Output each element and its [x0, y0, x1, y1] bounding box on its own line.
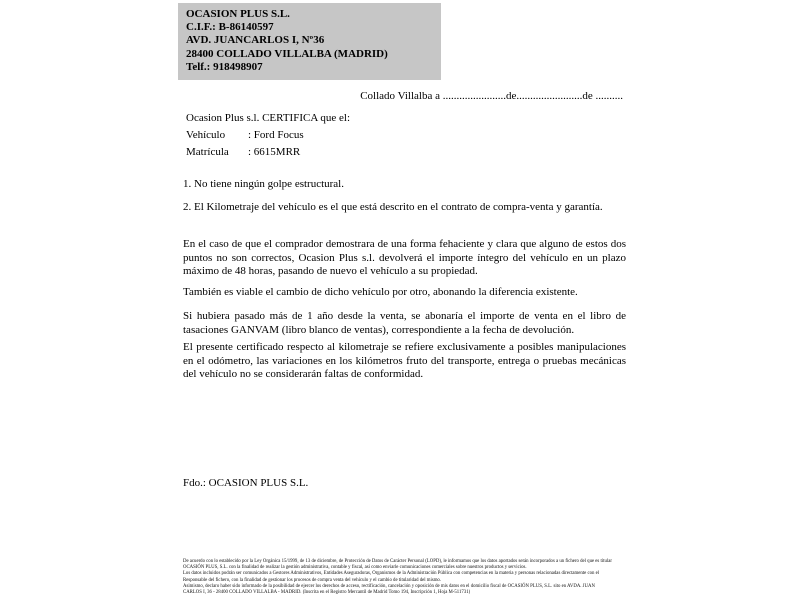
company-phone: Telf.: 918498907: [186, 60, 263, 73]
company-address: AVD. JUANCARLOS I, Nº36: [186, 34, 325, 47]
vehicle-value: : Ford Focus: [248, 129, 304, 141]
company-header: [178, 3, 441, 80]
certificate-point-1: 1. No tiene ningún golpe estructural.: [183, 178, 344, 190]
legal-footer-line-5: Asimismo, declaro haber sido informado de la posibilidad de ejercer los derechos de acceso, rectificación, cancelación y oposición de mis datos en el domicilio fiscal de OCASIÓN PLUS, S.L. sito en AVDA. JUAN: [183, 583, 595, 589]
certifica-intro: Ocasion Plus s.l. CERTIFICA que el:: [186, 112, 351, 124]
company-city: 28400 COLLADO VILLALBA (MADRID): [186, 47, 388, 60]
legal-footer-line-6: CARLOS I, 36 - 28400 COLLADO VILLALBA - MADRID. (Inscrita en el Registro Mercantil de Madrid Tomo 194, Inscripción 1, Hoja M-511731): [183, 590, 471, 596]
body-paragraph-2: También es viable el cambio de dicho vehículo por otro, abonando la diferencia existente.: [183, 286, 578, 298]
company-cif: C.I.F.: B-86140597: [186, 21, 274, 34]
legal-footer: [183, 559, 760, 596]
legal-footer-line-4: Responsable del fichero, con la finalidad de gestionar los procesos de compra venta del vehículo y el cambio de titularidad del mismo.: [183, 577, 442, 583]
plate-value: : 6615MRR: [248, 146, 301, 158]
date-line: Collado Villalba a .......................de........................de ..........: [360, 90, 623, 102]
company-name: OCASION PLUS S.L.: [186, 8, 290, 20]
legal-footer-line-3: Los datos incluidos podrán ser comunicados a Gestores Administrativos, Entidades Aseguradoras, Organismos de la Administración Pública con competencias en la materia y personas relacionadas directamente con el: [183, 571, 600, 577]
vehicle-label: Vehículo: [186, 129, 226, 141]
vehicle-row: [186, 127, 350, 144]
legal-footer-line-1: De acuerdo con lo establecido por la Ley Orgánica 15/1999, de 13 de diciembre, de Protección de Datos de Carácter Personal (LOPD), le informamos que los datos aportados serán incorporados a un fichero del que es titular: [183, 559, 612, 564]
certifica-block: [186, 110, 350, 161]
body-paragraph-4: El presente certificado respecto al kilometraje se refiere exclusivamente a posibles manipulaciones en el odómetro, las variaciones en los kilómetros fruto del transporte, entrega o pruebas mecánicas del vehículo no se considerarán faltas de conformidad.: [183, 341, 626, 381]
signature-line: Fdo.: OCASION PLUS S.L.: [183, 477, 309, 489]
certificate-point-2: 2. El Kilometraje del vehículo es el que está descrito en el contrato de compra-venta y garantía.: [183, 201, 603, 213]
body-paragraph-1: En el caso de que el comprador demostrara de una forma fehaciente y clara que alguno de estos dos puntos no son correctos, Ocasion Plus s.l. devolverá el importe íntegro del vehículo en un plazo máximo de 48 horas, pasando de nuevo el vehículo a su propiedad.: [183, 238, 626, 278]
body-paragraph-3: Si hubiera pasado más de 1 año desde la venta, se abonaría el importe de venta en el libro de tasaciones GANVAM (libro blanco de ventas), correspondiente a la fecha de devolución.: [183, 310, 626, 336]
legal-footer-line-2: OCASIÓN PLUS, S.L. con la finalidad de realizar la gestión administrativa, contable y fiscal, así como enviarle comunicaciones comerciales sobre nuestros productos y servicios.: [183, 565, 527, 571]
plate-row: [186, 144, 350, 161]
plate-label: Matrícula: [186, 146, 229, 158]
